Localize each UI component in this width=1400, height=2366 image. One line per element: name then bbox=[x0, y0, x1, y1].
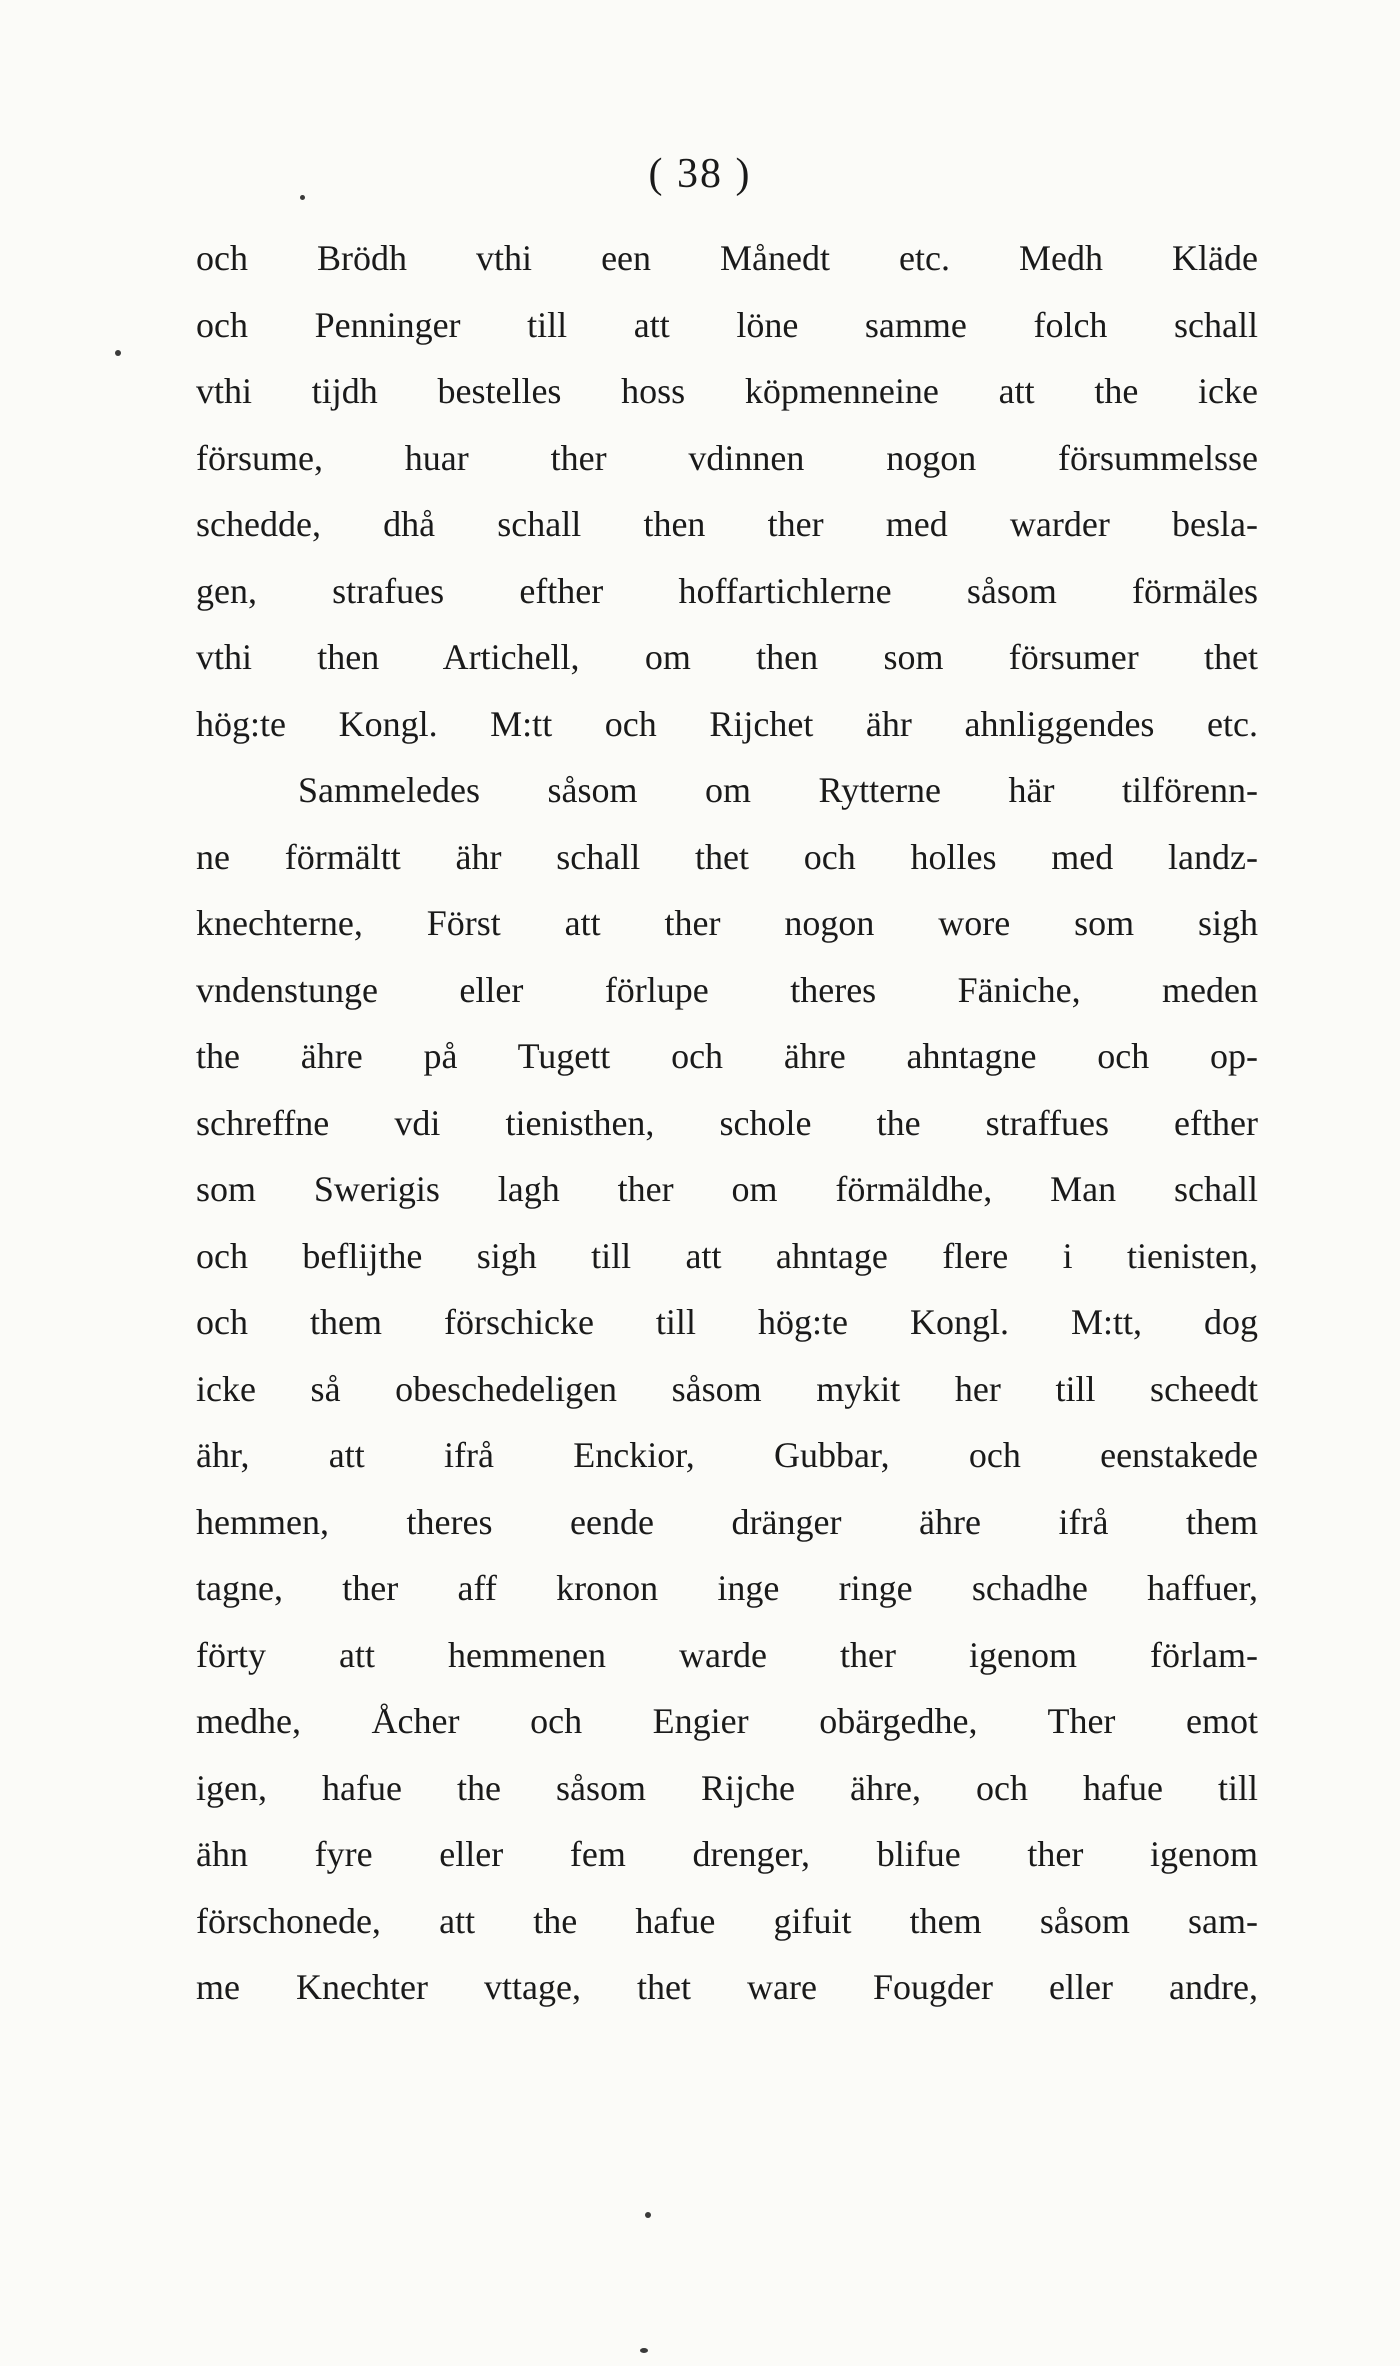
body-text bbox=[196, 225, 1258, 2021]
text-line: hemmen, theres eende dränger ähre ifrå them bbox=[196, 1501, 1258, 1542]
ink-speck bbox=[640, 2348, 648, 2353]
text-line: hög:te Kongl. M:tt och Rijchet ähr ahnliggendes etc. bbox=[196, 703, 1258, 744]
text-line: förty att hemmenen warde ther igenom förlam- bbox=[196, 1634, 1258, 1675]
text-line: knechterne, Först att ther nogon wore som sigh bbox=[196, 903, 1258, 943]
ink-speck bbox=[645, 2212, 651, 2218]
ink-speck bbox=[300, 195, 305, 200]
text-line: ne förmältt ähr schall thet och holles med landz- bbox=[196, 836, 1258, 877]
text-line: medhe, Åcher och Engier obärgedhe, Ther emot bbox=[196, 1701, 1258, 1741]
text-line: och Penninger till att löne samme folch schall bbox=[196, 304, 1258, 345]
page-number: ( 38 ) bbox=[648, 151, 752, 197]
ink-speck bbox=[115, 350, 121, 356]
text-line: vthi tijdh bestelles hoss köpmenneine att the icke bbox=[196, 371, 1258, 411]
text-line: the ähre på Tugett och ähre ahntagne och op- bbox=[196, 1036, 1258, 1076]
text-line: schreffne vdi tienisthen, schole the straffues efther bbox=[196, 1102, 1258, 1143]
text-line: me Knechter vttage, thet ware Fougder eller andre, bbox=[196, 1967, 1258, 2007]
text-line: icke så obeschedeligen såsom mykit her till scheedt bbox=[196, 1368, 1258, 1409]
text-line: förschonede, att the hafue gifuit them såsom sam- bbox=[196, 1900, 1258, 1941]
text-line: som Swerigis lagh ther om förmäldhe, Man schall bbox=[196, 1169, 1258, 1209]
text-line: schedde, dhå schall then ther med warder besla- bbox=[196, 504, 1258, 544]
text-line: vndenstunge eller förlupe theres Fäniche, meden bbox=[196, 969, 1258, 1010]
paragraph-first-line: Sammeledes såsom om Rytterne här tilförenn- bbox=[298, 770, 1258, 810]
text-line: vthi then Artichell, om then som försumer thet bbox=[196, 637, 1258, 677]
text-line: ähr, att ifrå Enckior, Gubbar, och eenstakede bbox=[196, 1435, 1258, 1475]
text-line: ähn fyre eller fem drenger, blifue ther igenom bbox=[196, 1834, 1258, 1874]
text-line: och Brödh vthi een Månedt etc. Medh Kläde bbox=[196, 238, 1258, 278]
text-line: försume, huar ther vdinnen nogon försummelsse bbox=[196, 437, 1258, 478]
text-line: och beflijthe sigh till att ahntage flere i tienisten, bbox=[196, 1235, 1258, 1276]
text-line: och them förschicke till hög:te Kongl. M:tt, dog bbox=[196, 1302, 1258, 1342]
text-line: gen, strafues efther hoffartichlerne såsom förmäles bbox=[196, 570, 1258, 611]
text-line: igen, hafue the såsom Rijche ähre, och hafue till bbox=[196, 1767, 1258, 1808]
text-line: tagne, ther aff kronon inge ringe schadhe haffuer, bbox=[196, 1568, 1258, 1608]
